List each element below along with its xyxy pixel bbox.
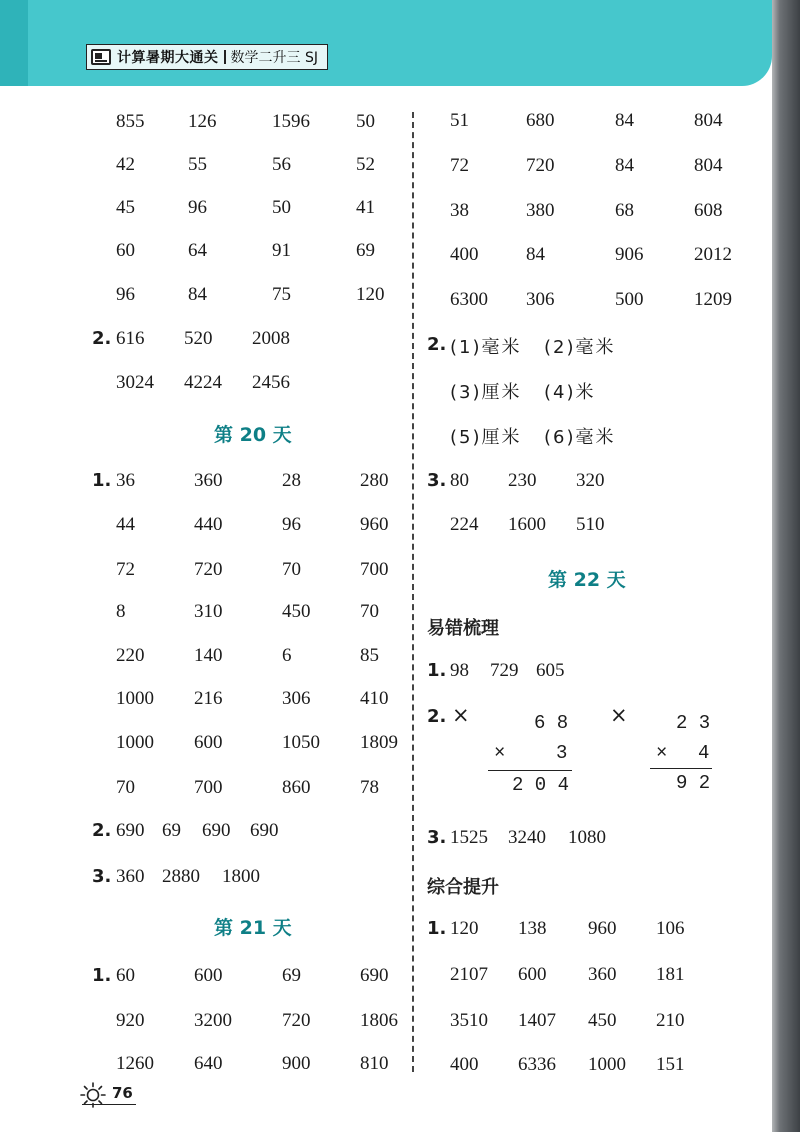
day-22-title: 第 22 天 <box>548 569 626 591</box>
calc-bottom: 4 <box>698 742 710 764</box>
question-number: 1. <box>427 660 447 681</box>
answer: 138 <box>518 918 547 939</box>
answer: (1)毫米 <box>450 337 522 358</box>
answer: 1600 <box>508 514 546 535</box>
answer: 450 <box>282 601 311 622</box>
answer: (5)厘米 <box>450 427 522 448</box>
answer: 600 <box>194 965 223 986</box>
header-label <box>86 44 328 70</box>
answer: 52 <box>356 154 375 175</box>
answer: 6 <box>282 645 292 666</box>
answer: 1080 <box>568 827 606 848</box>
answer: 80 <box>450 470 469 491</box>
answer: 64 <box>188 240 207 261</box>
footer-underline <box>82 1104 136 1105</box>
question-number: 2. <box>92 820 112 841</box>
answer: 1407 <box>518 1010 556 1031</box>
answer: 78 <box>360 777 379 798</box>
question-number: 2. <box>427 334 447 355</box>
question-number: 1. <box>92 470 112 491</box>
answer: 84 <box>526 244 545 265</box>
answer: 690 <box>250 820 279 841</box>
book-icon <box>91 49 111 65</box>
answer: 729 <box>490 660 519 681</box>
answer: 520 <box>184 328 213 349</box>
answer: 608 <box>694 200 723 221</box>
question-number: 1. <box>92 965 112 986</box>
answer: 2107 <box>450 964 488 985</box>
answer: 400 <box>450 1054 479 1075</box>
answer: 450 <box>588 1010 617 1031</box>
answer: 1260 <box>116 1053 154 1074</box>
answer: 960 <box>588 918 617 939</box>
answer: 60 <box>116 240 135 261</box>
calc-line <box>650 768 712 769</box>
answer: 42 <box>116 154 135 175</box>
answer: 855 <box>116 111 145 132</box>
answer: 69 <box>162 820 181 841</box>
answer: 2456 <box>252 372 290 393</box>
answer: 50 <box>272 197 291 218</box>
answer: 720 <box>194 559 223 580</box>
calc-operator: × <box>494 742 506 764</box>
answer: 1000 <box>116 688 154 709</box>
answer: 6336 <box>518 1054 556 1075</box>
answer: 690 <box>116 820 145 841</box>
answer: 224 <box>450 514 479 535</box>
answer: 1209 <box>694 289 732 310</box>
answer: 306 <box>282 688 311 709</box>
page-number: 76 <box>112 1084 133 1102</box>
answer: 72 <box>450 155 469 176</box>
answer: 2012 <box>694 244 732 265</box>
book-subtitle: 数学二升三 SJ <box>230 50 318 66</box>
answer: 2008 <box>252 328 290 349</box>
answer: 75 <box>272 284 291 305</box>
wrong-mark-icon: × <box>610 703 628 727</box>
day-20-title: 第 20 天 <box>214 424 292 446</box>
answer: 280 <box>360 470 389 491</box>
question-number: 3. <box>427 470 447 491</box>
column-divider <box>412 112 414 1072</box>
answer: 210 <box>656 1010 685 1031</box>
answer: 605 <box>536 660 565 681</box>
answer: 84 <box>615 155 634 176</box>
answer: 96 <box>282 514 301 535</box>
answer: 68 <box>615 200 634 221</box>
answer: 1050 <box>282 732 320 753</box>
answer: 44 <box>116 514 135 535</box>
answer: 1525 <box>450 827 488 848</box>
calc-bottom: 3 <box>556 742 568 764</box>
answer: 96 <box>188 197 207 218</box>
answer: 510 <box>576 514 605 535</box>
answer: 70 <box>282 559 301 580</box>
answer: 220 <box>116 645 145 666</box>
answer: 4224 <box>184 372 222 393</box>
answer: 60 <box>116 965 135 986</box>
answer: (3)厘米 <box>450 382 522 403</box>
answer: 120 <box>450 918 479 939</box>
answer: 70 <box>360 601 379 622</box>
day-21-title: 第 21 天 <box>214 917 292 939</box>
answer: 1596 <box>272 111 310 132</box>
answer: 860 <box>282 777 311 798</box>
answer: 920 <box>116 1010 145 1031</box>
answer: 440 <box>194 514 223 535</box>
answer: 960 <box>360 514 389 535</box>
answer: 98 <box>450 660 469 681</box>
answer: 2880 <box>162 866 200 887</box>
answer: 700 <box>360 559 389 580</box>
question-number: 1. <box>427 918 447 939</box>
answer: 1809 <box>360 732 398 753</box>
answer: 56 <box>272 154 291 175</box>
answer: 320 <box>576 470 605 491</box>
answer: 690 <box>202 820 231 841</box>
answer: 380 <box>526 200 555 221</box>
answer: 151 <box>656 1054 685 1075</box>
answer: 720 <box>526 155 555 176</box>
answer: 8 <box>116 601 126 622</box>
answer: 1000 <box>588 1054 626 1075</box>
answer: 500 <box>615 289 644 310</box>
answer: 28 <box>282 470 301 491</box>
answer: 41 <box>356 197 375 218</box>
answer: 70 <box>116 777 135 798</box>
answer: 804 <box>694 110 723 131</box>
answer: 600 <box>194 732 223 753</box>
answer: 72 <box>116 559 135 580</box>
calc-line <box>488 770 572 771</box>
answer: 360 <box>116 866 145 887</box>
answer: 126 <box>188 111 217 132</box>
answer: 3200 <box>194 1010 232 1031</box>
answer: 106 <box>656 918 685 939</box>
header-band-shade <box>0 0 28 86</box>
question-number: 2. <box>92 328 112 349</box>
calc-top: 2 3 <box>676 712 711 734</box>
answer: 230 <box>508 470 537 491</box>
calc-operator: × <box>656 742 668 764</box>
answer: 3024 <box>116 372 154 393</box>
answer: 360 <box>588 964 617 985</box>
wrong-mark-icon: × <box>452 703 470 727</box>
answer: 140 <box>194 645 223 666</box>
calc-top: 6 8 <box>534 712 569 734</box>
answer: 1000 <box>116 732 154 753</box>
answer: 85 <box>360 645 379 666</box>
answer: 50 <box>356 111 375 132</box>
answer: 1806 <box>360 1010 398 1031</box>
answer: 51 <box>450 110 469 131</box>
answer: 38 <box>450 200 469 221</box>
answer: 45 <box>116 197 135 218</box>
header-band <box>28 0 772 86</box>
answer: 3510 <box>450 1010 488 1031</box>
answer: 181 <box>656 964 685 985</box>
answer: 84 <box>615 110 634 131</box>
answer: 3240 <box>508 827 546 848</box>
answer: 55 <box>188 154 207 175</box>
answer: 810 <box>360 1053 389 1074</box>
answer: 720 <box>282 1010 311 1031</box>
answer: 306 <box>526 289 555 310</box>
answer: 216 <box>194 688 223 709</box>
answer: 120 <box>356 284 385 305</box>
answer: 69 <box>282 965 301 986</box>
answer: 400 <box>450 244 479 265</box>
answer: 900 <box>282 1053 311 1074</box>
calc-result: 2 0 4 <box>512 774 570 796</box>
book-title: 计算暑期大通关 <box>117 50 219 66</box>
answer: 36 <box>116 470 135 491</box>
calc-result: 9 2 <box>676 772 711 794</box>
answer: 96 <box>116 284 135 305</box>
answer: 804 <box>694 155 723 176</box>
section-title-improvement: 综合提升 <box>427 877 499 898</box>
answer: 700 <box>194 777 223 798</box>
answer: 600 <box>518 964 547 985</box>
answer: 690 <box>360 965 389 986</box>
answer: 1800 <box>222 866 260 887</box>
answer: 69 <box>356 240 375 261</box>
header-separator <box>224 50 226 64</box>
answer: 84 <box>188 284 207 305</box>
answer: 91 <box>272 240 291 261</box>
answer: 616 <box>116 328 145 349</box>
sun-icon <box>78 1080 108 1110</box>
question-number: 2. <box>427 706 447 727</box>
answer: 310 <box>194 601 223 622</box>
answer: (6)毫米 <box>544 427 616 448</box>
answer: 410 <box>360 688 389 709</box>
answer: 640 <box>194 1053 223 1074</box>
answer: 360 <box>194 470 223 491</box>
answer: 680 <box>526 110 555 131</box>
question-number: 3. <box>92 866 112 887</box>
answer: (2)毫米 <box>544 337 616 358</box>
answer: 906 <box>615 244 644 265</box>
answer: 6300 <box>450 289 488 310</box>
section-title-error-review: 易错梳理 <box>427 618 499 639</box>
question-number: 3. <box>427 827 447 848</box>
answer: (4)米 <box>544 382 596 403</box>
